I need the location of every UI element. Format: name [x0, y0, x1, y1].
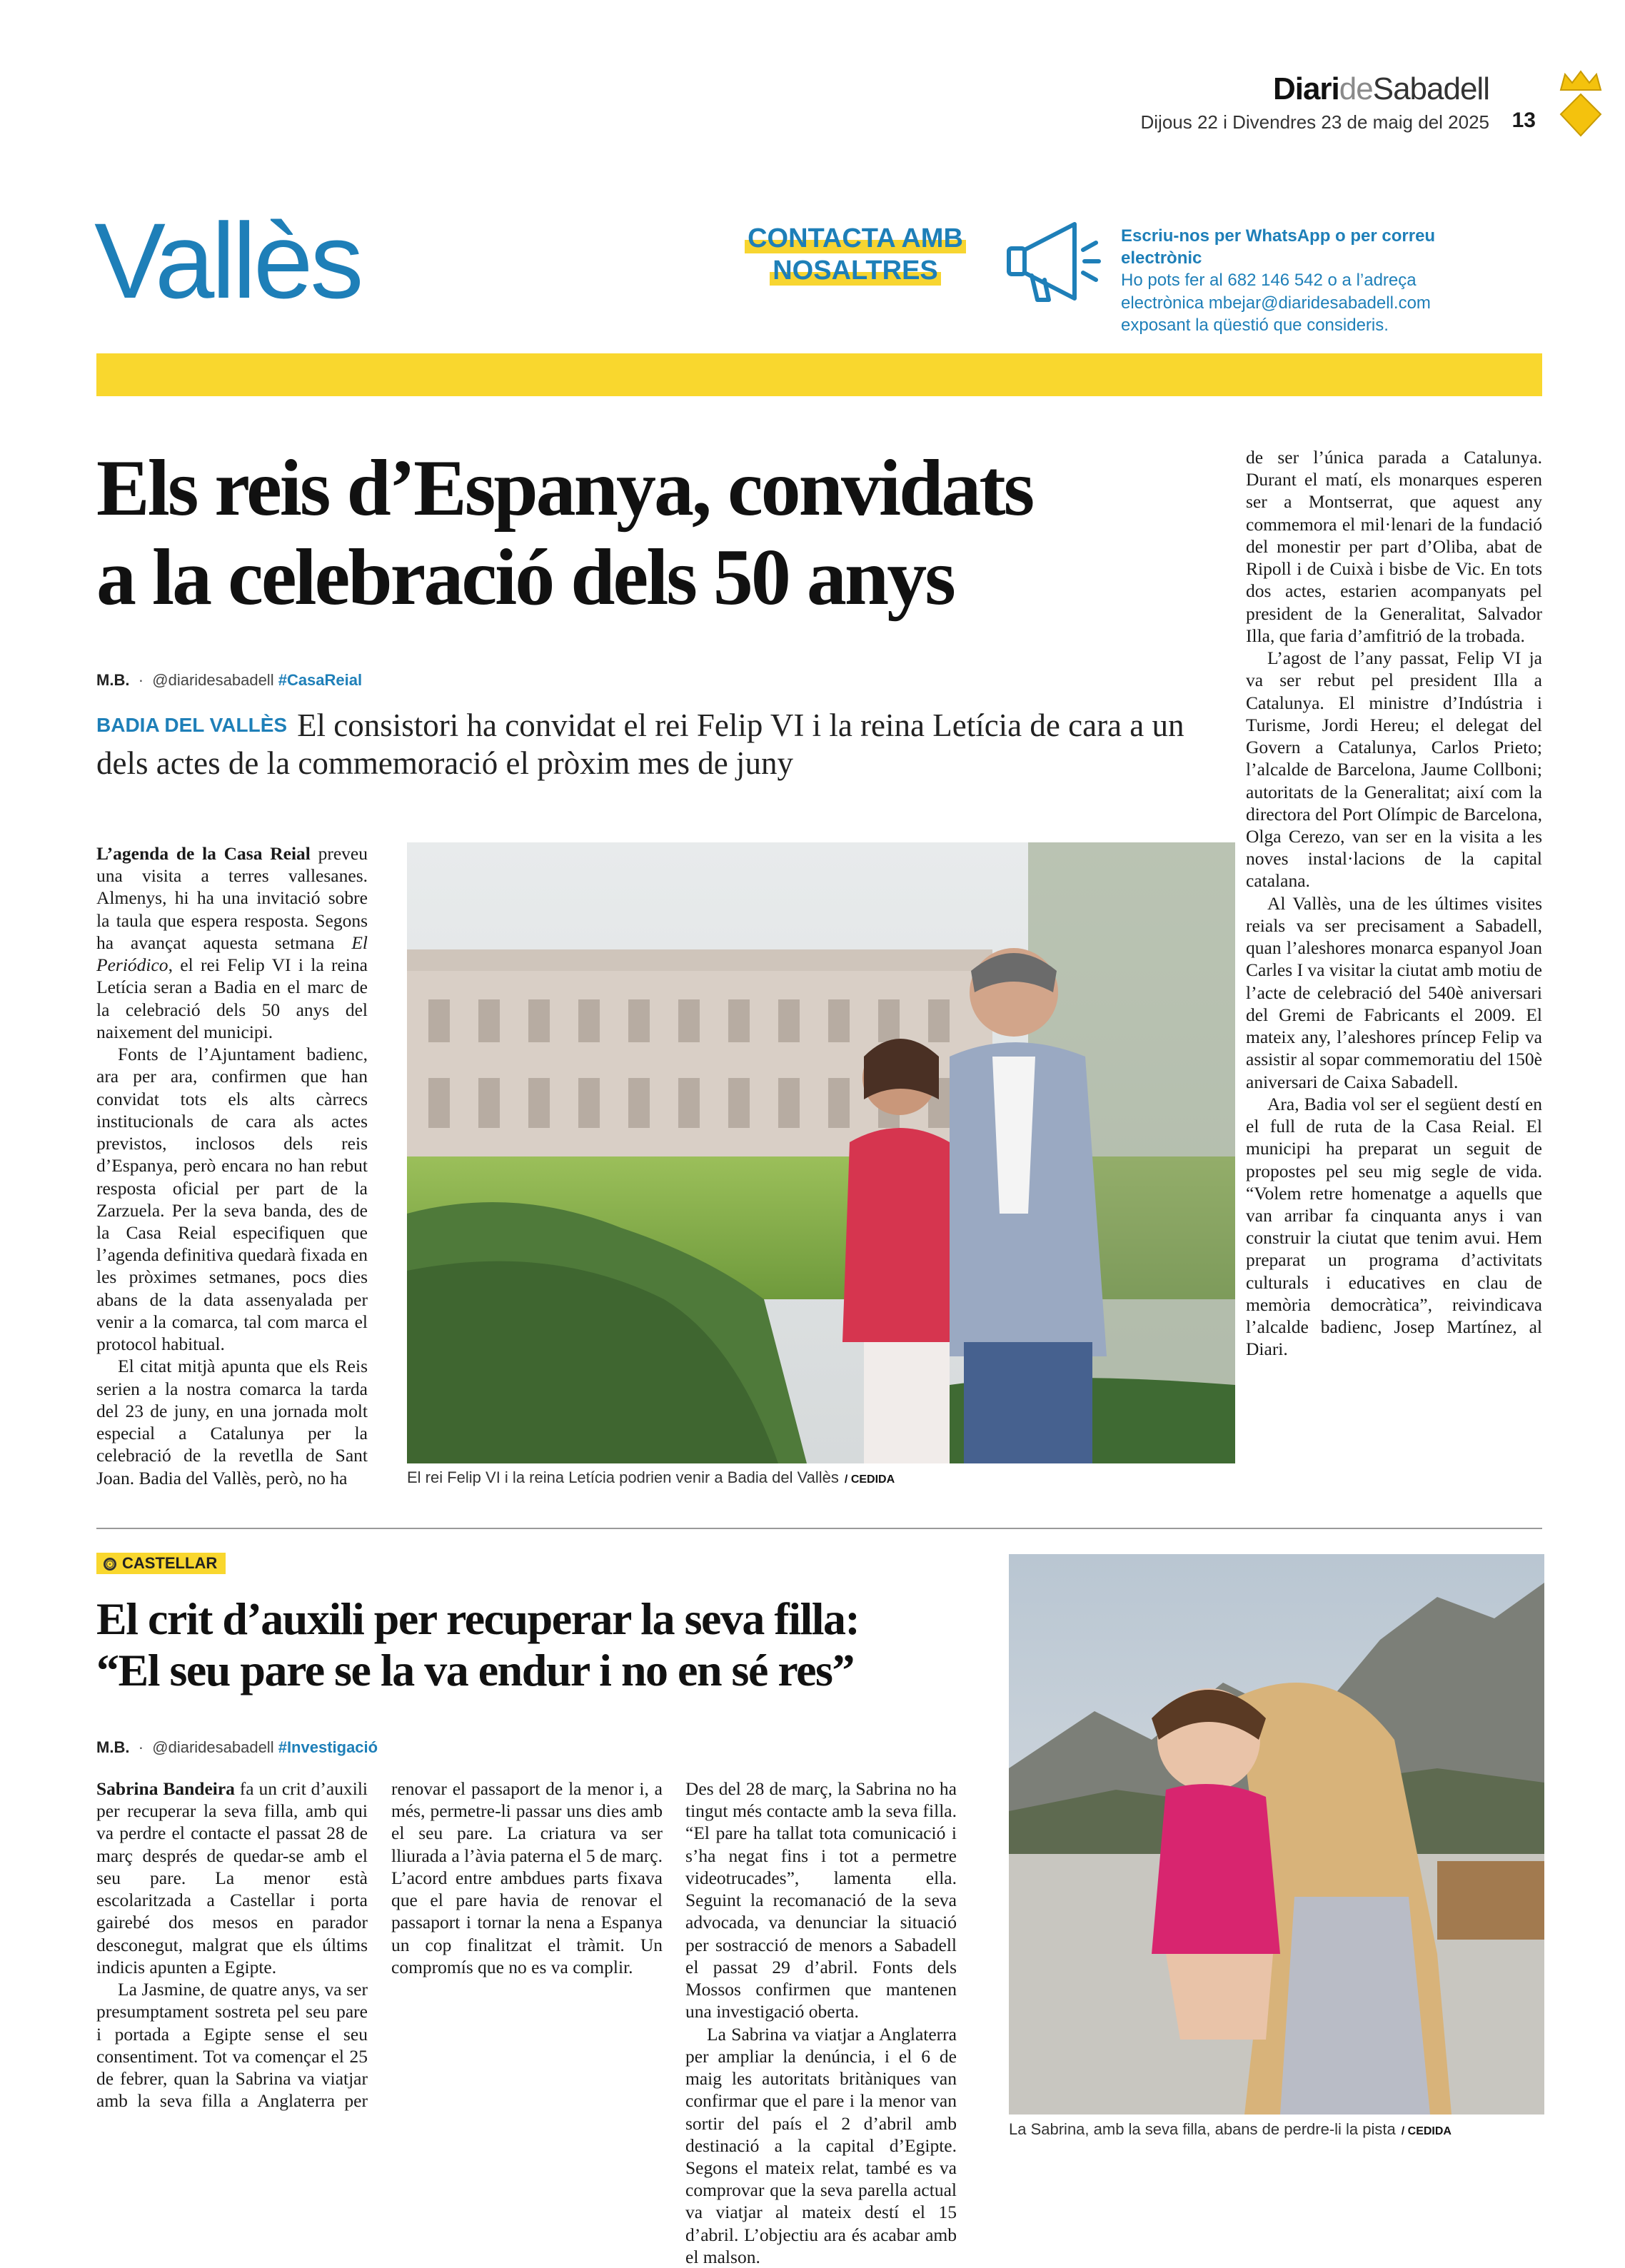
article1-location: BADIA DEL VALLÈS [96, 714, 288, 736]
article1-paragraph-5: L’agost de l’any passat, Felip VI ja va ser rebut pel president Illa a Catalunya. El ministre d’Indústria i Turisme, Jordi Hereu; el delegat del Govern a Catalunya, Carlos Prieto; l’alcalde de Barcelona, Jaume Collboni; autoritats de la Generalitat; així com la directora del Port Olímpic de Barcelona, Olga Cerezo, van ser en la visita a les noves instal·lacions de la capital catalana. [1246, 647, 1542, 892]
masthead-title-rest: Sabadell [1372, 71, 1489, 106]
contact-heading [727, 223, 984, 287]
mother-daughter-photo [1009, 1554, 1544, 2115]
article2-separator: · [138, 1738, 144, 1756]
article2-column-1 [96, 1778, 663, 2113]
article1-photo [407, 842, 1235, 1463]
article1-headline [96, 444, 1239, 623]
article2-p1-text: fa un crit d’auxili per recuperar la seva filla, amb qui va perdre el contacte el passat 28 de març després de quedar-se amb el seu pare. La menor està escolaritzada a Castellar i porta gairebé dos mesos en parador desconegut, malgrat que els últims indicis apunten a Egipte. [96, 1778, 368, 1977]
article2-handle[interactable]: @diaridesabadell [152, 1738, 274, 1756]
contact-text [1121, 225, 1521, 336]
article1-headline-line-2: a la celebració dels 50 anys [96, 533, 954, 623]
article2-lead: Sabrina Bandeira [96, 1778, 235, 1799]
contact-line-1: Escriu-nos per WhatsApp o per correu electrònic [1121, 226, 1436, 268]
crest-icon [1558, 69, 1604, 137]
article2-credit: / CEDIDA [1401, 2125, 1452, 2137]
article2-author: M.B. [96, 1738, 130, 1756]
article2-kicker-text: CASTELLAR [122, 1554, 218, 1572]
masthead-title-light: de [1339, 71, 1373, 106]
article1-paragraph-6: Al Vallès, una de les últimes visites reials va ser precisament a Sabadell, quan l’aleshores monarca espanyol Joan Carles I va visitar la ciutat amb motiu de l’acte de celebració del 540è aniversari del Gremi de Fabricants el 2009. El mateix any, l’aleshores príncep Felip va assistir al sopar commemoratiu del 150è aniversari de Caixa Sabadell. [1246, 892, 1542, 1092]
article2-paragraph-4: La Sabrina va viatjar a Anglaterra per ampliar la denúncia, i el 6 de maig les autoritats britàniques van confirmar que el pare i la menor van sortir del país el 2 d’abril amb destinació a la capital d’Egipte. Segons el mateix relat, també es va comprovar que la seva parella actual va viatjar al mateix destí el 15 d’abril. L’objectiu ara és acabar amb el malson. [685, 2023, 957, 2267]
article1-column-1 [96, 842, 368, 1489]
article2-kicker [96, 1553, 226, 1574]
article2-paragraph-2: La Jasmine, de quatre anys, va ser presumptament sostreta pel seu pare i portada a Egipte sense el seu consentiment. Tot va començar el 25 de febrer, quan la Sabrina va viatjar amb la seva filla a Anglaterra per renovar el passaport de la menor i, a més, permetre-li passar uns dies amb el seu pare. La criatura va ser lliurada a l’àvia paterna el 5 de març. L’acord entre ambdues parts fixava que el pare havia de renovar el passaport i tornar la nena a Espanya un cop finalitzat el tràmit. Un compromís que no es va complir. [96, 1778, 663, 2112]
article1-lead: L’agenda de la Casa Reial [96, 843, 311, 864]
article1-byline [96, 671, 362, 690]
article2-column-3 [685, 1778, 957, 2267]
article1-separator: · [138, 671, 144, 689]
article1-subhead [96, 707, 1199, 782]
masthead-title-bold: Diari [1272, 71, 1339, 106]
article1-paragraph-2: Fonts de l’Ajuntament badienc, ara per ara, confirmen que han convidat tots els alts càrrecs institucionals de cara als actes previstos, inclosos dels reis d’Espanya, però encara no han rebut resposta oficial per part de la Zarzuela. Per la seva banda, des de la Casa Reial especifiquen que l’agenda definitiva quedarà fixada en les pròximes setmanes, pocs dies abans de la data assenyalada per venir a la comarca, tal com marca el protocol habitual. [96, 1044, 368, 1355]
article1-p1-italic: El Periódico [96, 932, 368, 976]
article1-paragraph-1 [96, 842, 368, 1043]
contact-line-4: exposant la qüestió que consideris. [1121, 315, 1389, 335]
article2-byline [96, 1738, 378, 1757]
section-yellow-bar [96, 353, 1542, 396]
target-icon [104, 1558, 116, 1571]
masthead-title [1273, 71, 1489, 107]
article2-caption-text: La Sabrina, amb la seva filla, abans de perdre-li la pista [1009, 2120, 1396, 2138]
masthead-date: Dijous 22 i Divendres 23 de maig del 2025 [1140, 111, 1489, 133]
article2-headline-line-1: El crit d’auxili per recuperar la seva filla: [96, 1593, 860, 1644]
article1-hashtag[interactable]: #CasaReial [278, 671, 363, 689]
article1-credit: / CEDIDA [844, 1473, 895, 1486]
article1-column-3 [1246, 446, 1542, 1361]
article1-author: M.B. [96, 671, 130, 689]
article2-caption [1009, 2120, 1452, 2139]
article1-p1-a: preveu una visita a terres vallesanes. Almenys, hi ha una invitació sobre la taula que espera resposta. Segons ha avançat aquesta setmana [96, 843, 368, 953]
article2-headline [96, 1593, 953, 1695]
contact-heading-line-1: CONTACTA AMB [745, 223, 966, 253]
article2-headline-line-2: “El seu pare se la va endur i no en sé res” [96, 1644, 854, 1695]
contact-heading-line-2: NOSALTRES [770, 256, 941, 286]
article2-photo [1009, 1554, 1544, 2115]
article1-paragraph-7: Ara, Badia vol ser el següent destí en el full de ruta de la Casa Reial. El municipi ha preparat un seguit de propostes pel seu mig segle de vida. “Volem retre homenatge a aquells que van arribar fa cinquanta anys i van construir la ciutat que tenim avui. Hem preparat un programa d’activitats culturals i educatives en clau de memòria democràtica”, reivindicava l’alcalde badienc, Josep Martínez, al Diari. [1246, 1093, 1542, 1360]
article1-caption [407, 1468, 895, 1487]
page-number: 13 [1511, 109, 1536, 132]
article1-p1-b: , el rei Felip VI i la reina Letícia seran a Badia en el marc de la celebració dels 50 anys del naixement del municipi. [96, 954, 368, 1042]
contact-line-2: Ho pots fer al 682 146 542 o a l’adreça [1121, 271, 1417, 291]
megaphone-icon [1003, 214, 1103, 307]
royal-couple-photo [407, 842, 1235, 1463]
article1-headline-line-1: Els reis d’Espanya, convidats [96, 444, 1033, 533]
article2-paragraph-3: Des del 28 de març, la Sabrina no ha tingut més contacte amb la seva filla. “El pare ha tallat tota comunicació i s’ha negat fins i tot a permetre videotrucades”, lamenta ella. Seguint la recomanació de la seva advocada, va denunciar la situació per sostracció de menors a Sabadell el passat 29 d’abril. Fonts dels Mossos confirmen que mantenen una investigació oberta. [685, 1778, 957, 2022]
article1-paragraph-3: El citat mitjà apunta que els Reis serien a la nostra comarca la tarda del 23 de juny, en una jornada molt especial a Catalunya per la celebració de la revetlla de Sant Joan. Badia del Vallès, però, no ha [96, 1356, 368, 1488]
contact-line-3: electrònica mbejar@diaridesabadell.com [1121, 293, 1431, 313]
article-divider [96, 1528, 1542, 1529]
section-title: Vallès [94, 201, 361, 321]
article1-caption-text: El rei Felip VI i la reina Letícia podrien venir a Badia del Vallès [407, 1468, 839, 1486]
article2-paragraph-1 [96, 1778, 368, 1978]
article1-subhead-text: El consistori ha convidat el rei Felip VI i la reina Letícia de cara a un dels actes de la commemoració el pròxim mes de juny [96, 707, 1184, 782]
article1-handle[interactable]: @diaridesabadell [152, 671, 274, 689]
article1-paragraph-4: de ser l’única parada a Catalunya. Durant el matí, els monarques esperen ser a Montserrat, que aquest any commemora el mil·lenari de la fundació del monestir per part d’Oliba, abat de Ripoll i de Cuixà i bisbe de Vic. En tots dos actes, estarien acompanyats pel president de la Generalitat, Salvador Illa, que faria d’amfitrió de la trobada. [1246, 447, 1542, 646]
article2-hashtag[interactable]: #Investigació [278, 1738, 378, 1756]
